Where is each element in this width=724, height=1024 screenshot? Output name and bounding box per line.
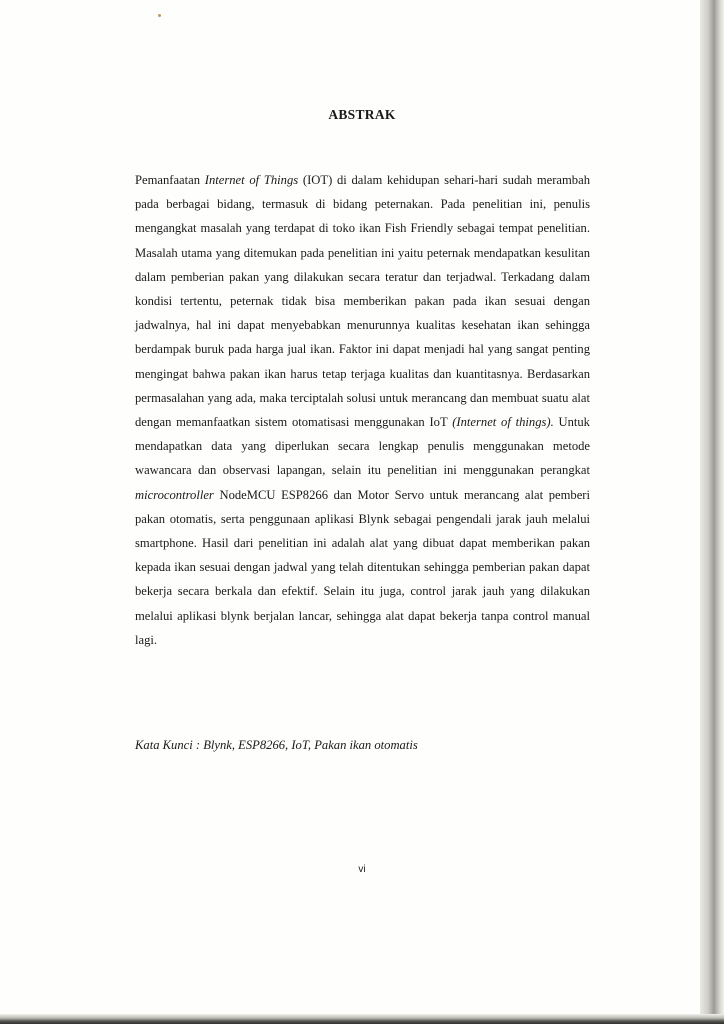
abstract-italic-term: (Internet of things). [452,415,554,430]
abstract-text-run: Pemanfaatan [135,173,205,187]
abstract-text-run: (IOT) di dalam kehidupan sehari-hari sudah merambah pada berbagai bidang, termasuk di bidang peternakan. Pada penelitian ini, penulis mengangkat masalah yang terdapat di toko ikan Fish Friendly sebagai tempat penelitian. Masalah utama yang ditemukan pada penelitian ini yaitu peternak mendapatkan kesulitan dalam pemberian pakan yang dilakukan secara teratur dan terjadwal. Terkadang dalam kondisi tertentu, peternak tidak bisa memberikan pakan pada ikan sesuai dengan jadwalnya, hal ini dapat menyebabkan menurunnya kualitas kesehatan ikan sehingga berdampak buruk pada harga jual ikan. Faktor ini dapat menjadi hal yang sangat penting mengingat bahwa pakan ikan harus tetap terjaga kualitas dan kuantitasnya. Berdasarkan permasalahan yang ada, maka terciptalah solusi untuk merancang dan membuat suatu alat dengan memanfaatkan sistem otomatisasi menggunakan IoT [135,173,590,430]
scan-speck [158,14,161,17]
abstract-italic-term: Internet of Things [204,173,299,187]
abstract-paragraph [135,168,590,652]
abstract-text-run: NodeMCU ESP8266 dan Motor Servo untuk merancang alat pemberi pakan otomatis, serta penggunaan aplikasi Blynk sebagai pengendali jarak jauh melalui smartphone. Hasil dari penelitian ini adalah alat yang dibuat dapat memberikan pakan kepada ikan sesuai dengan jadwal yang telah ditentukan sehingga pemberian pakan dapat bekerja secara berkala dan efektif. Selain itu juga, control jarak jauh yang dilakukan melalui aplikasi blynk berjalan lancar, sehingga alat dapat bekerja tanpa control manual lagi. [135,487,590,647]
abstract-text-run: Untuk mendapatkan data yang diperlukan secara lengkap penulis menggunakan metode wawancara dan observasi lapangan, selain itu penelitian ini menggunakan perangkat [135,415,590,478]
scanner-bottom-edge [0,1014,724,1024]
page-number: vi [358,864,366,875]
keywords-line: Kata Kunci : Blynk, ESP8266, IoT, Pakan ikan otomatis [135,738,418,752]
abstract-italic-term: microcontroller [135,487,214,502]
binding-edge [700,0,724,1024]
page-title: ABSTRAK [328,107,396,122]
